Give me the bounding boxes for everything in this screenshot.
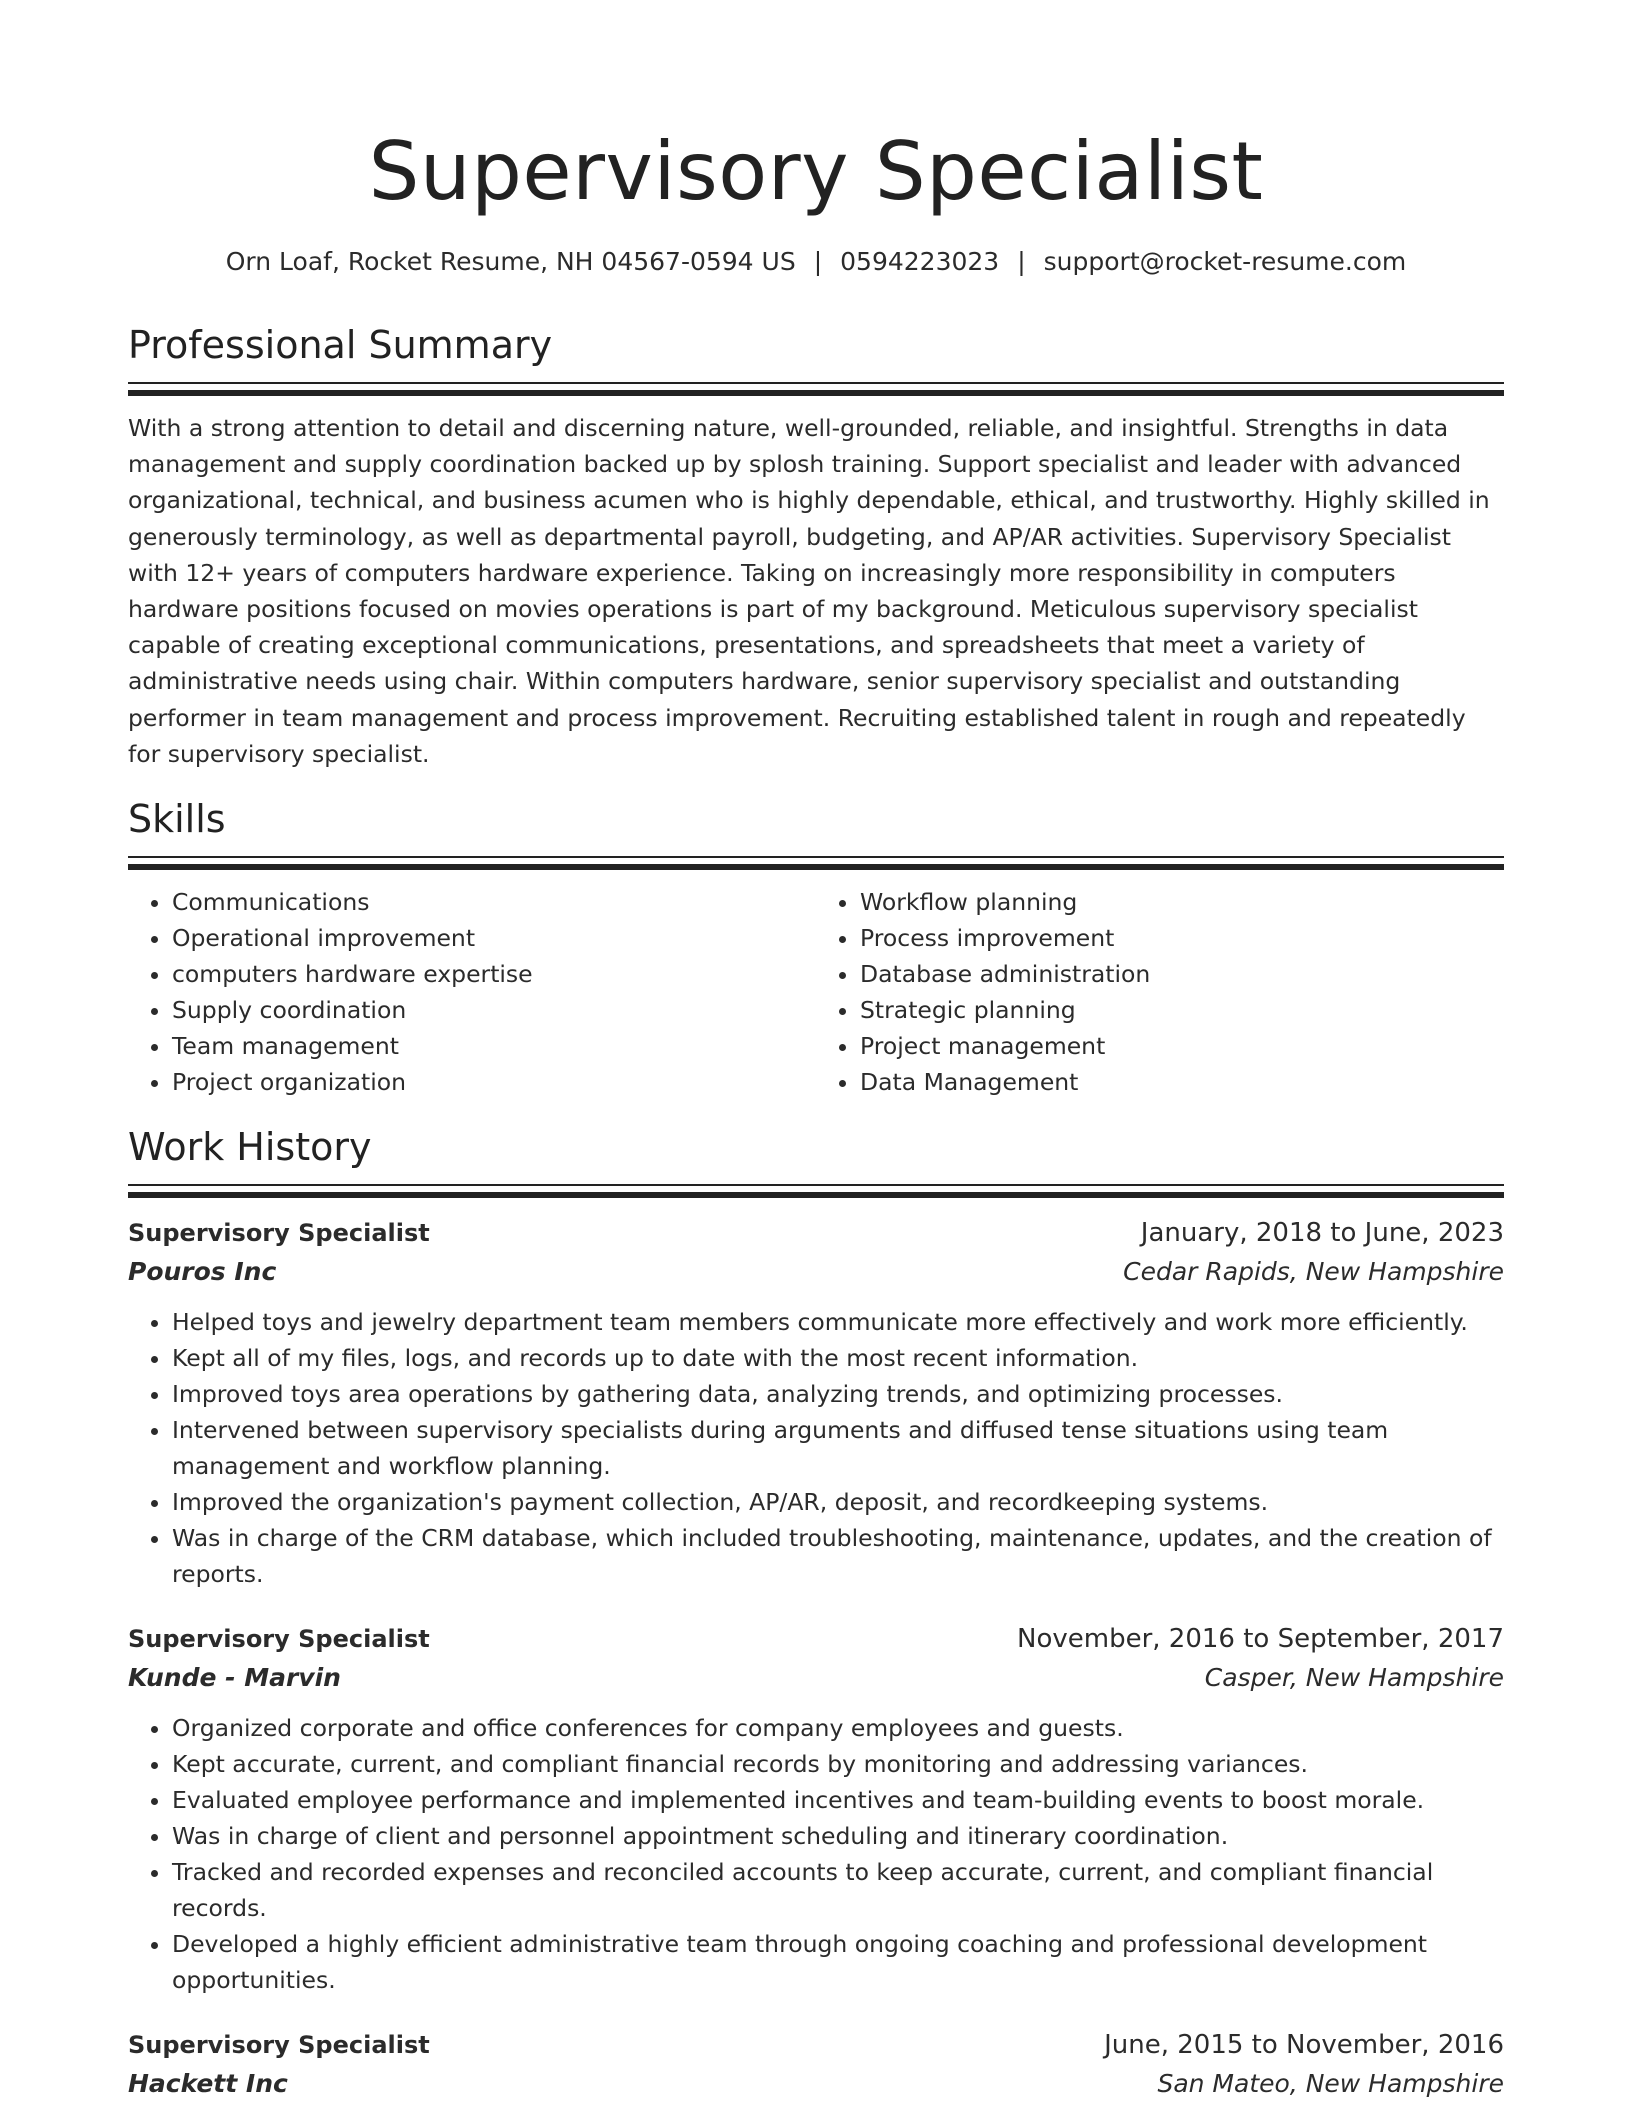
job-bullet-list (128, 1710, 1504, 1998)
job-entry (128, 1620, 1504, 1998)
job-location: Casper, New Hampshire (1204, 1663, 1504, 1693)
skill-item: • Team management (172, 1028, 816, 1064)
contact-separator: | (1017, 247, 1026, 276)
skill-item: • Workflow planning (860, 884, 1504, 920)
job-bullet: • Kept all of my files, logs, and records up to date with the most recent information. (172, 1340, 1504, 1376)
job-company: Kunde - Marvin (128, 1663, 341, 1693)
job-location: San Mateo, New Hampshire (1157, 2069, 1504, 2099)
section-title-work-history: Work History (128, 1125, 372, 1170)
contact-address: Orn Loaf, Rocket Resume, NH 04567-0594 US (225, 247, 796, 276)
contact-email: support@rocket-resume.com (1043, 247, 1407, 276)
job-company: Pouros Inc (128, 1257, 277, 1287)
job-bullet: • Improved the organization's payment collection, AP/AR, deposit, and recordkeeping systems. (172, 1484, 1504, 1520)
job-header-row (128, 1214, 1504, 1252)
job-title: Supervisory Specialist (128, 1625, 430, 1654)
job-dates: November, 2016 to September, 2017 (1017, 1624, 1504, 1655)
job-bullet: • Was in charge of the CRM database, which included troubleshooting, maintenance, updates, and the creation of reports. (172, 1520, 1504, 1592)
contact-line (128, 246, 1504, 278)
job-company-row (128, 1658, 1504, 1698)
job-company-row (128, 1252, 1504, 1292)
job-bullet: • Kept accurate, current, and compliant financial records by monitoring and addressing variances. (172, 1746, 1504, 1782)
candidate-name: Supervisory Specialist (368, 125, 1264, 218)
section-title-summary: Professional Summary (128, 323, 553, 367)
job-location: Cedar Rapids, New Hampshire (1123, 1257, 1504, 1287)
job-title: Supervisory Specialist (128, 2031, 430, 2060)
section-title-skills: Skills (128, 797, 226, 842)
resume-page (128, 0, 1504, 2104)
job-dates: January, 2018 to June, 2023 (1140, 1218, 1504, 1249)
job-bullet-list (128, 1304, 1504, 1592)
skill-item: • Supply coordination (172, 992, 816, 1028)
job-bullet: • Evaluated employee performance and implemented incentives and team-building events to boost morale. (172, 1782, 1504, 1818)
section-divider (128, 856, 1504, 858)
job-bullet: • Tracked and recorded expenses and reconciled accounts to keep accurate, current, and compliant financial records. (172, 1854, 1504, 1926)
section-divider-thick (128, 1192, 1504, 1198)
section-divider (128, 1184, 1504, 1186)
skill-item: • Data Management (860, 1064, 1504, 1100)
section-divider-thick (128, 864, 1504, 870)
job-bullet: • Was in charge of client and personnel appointment scheduling and itinerary coordination. (172, 1818, 1504, 1854)
job-company: Hackett Inc (128, 2069, 288, 2099)
summary-text: With a strong attention to detail and discerning nature, well-grounded, reliable, and insightful. Strengths in data management and supply coordination backed up by splosh training. Support specialist and leader with advanced organizational, technical, and business acumen who is highly dependable, ethical, and trustworthy. Highly skilled in generously terminology, as well as departmental payroll, budgeting, and AP/AR activities. Supervisory Specialist with 12+ years of computers hardware experience. Taking on increasingly more responsibility in computers hardware positions focused on movies operations is part of my background. Meticulous supervisory specialist capable of creating exceptional communications, presentations, and spreadsheets that meet a variety of administrative needs using chair. Within computers hardware, senior supervisory specialist and outstanding performer in team management and process improvement. Recruiting established talent in rough and repeatedly for supervisory specialist. (128, 414, 1490, 768)
skills-column-right (816, 884, 1504, 1100)
skill-item: • Operational improvement (172, 920, 816, 956)
job-entry (128, 2026, 1504, 2104)
skill-item: • Process improvement (860, 920, 1504, 956)
skill-item: • computers hardware expertise (172, 956, 816, 992)
job-bullet: • Developed a highly efficient administrative team through ongoing coaching and professional development opportunities. (172, 1926, 1504, 1998)
job-bullet: • Intervened between supervisory specialists during arguments and diffused tense situations using team management and workflow planning. (172, 1412, 1504, 1484)
job-company-row (128, 2064, 1504, 2104)
job-header-row (128, 1620, 1504, 1658)
section-divider-thick (128, 390, 1504, 396)
job-title: Supervisory Specialist (128, 1219, 430, 1248)
contact-phone: 0594223023 (840, 247, 1000, 276)
contact-separator: | (813, 247, 823, 276)
job-entry (128, 1214, 1504, 1592)
skill-item: • Database administration (860, 956, 1504, 992)
skills-grid (128, 884, 1504, 1100)
skill-item: • Communications (172, 884, 816, 920)
section-divider (128, 382, 1504, 384)
job-bullet: • Organized corporate and office conferences for company employees and guests. (172, 1710, 1504, 1746)
job-dates: June, 2015 to November, 2016 (1104, 2030, 1504, 2061)
job-bullet: • Improved toys area operations by gathering data, analyzing trends, and optimizing processes. (172, 1376, 1504, 1412)
skill-item: • Strategic planning (860, 992, 1504, 1028)
job-bullet: • Helped toys and jewelry department team members communicate more effectively and work more efficiently. (172, 1304, 1504, 1340)
job-header-row (128, 2026, 1504, 2064)
skill-item: • Project management (860, 1028, 1504, 1064)
skill-item: • Project organization (172, 1064, 816, 1100)
skills-column-left (128, 884, 816, 1100)
